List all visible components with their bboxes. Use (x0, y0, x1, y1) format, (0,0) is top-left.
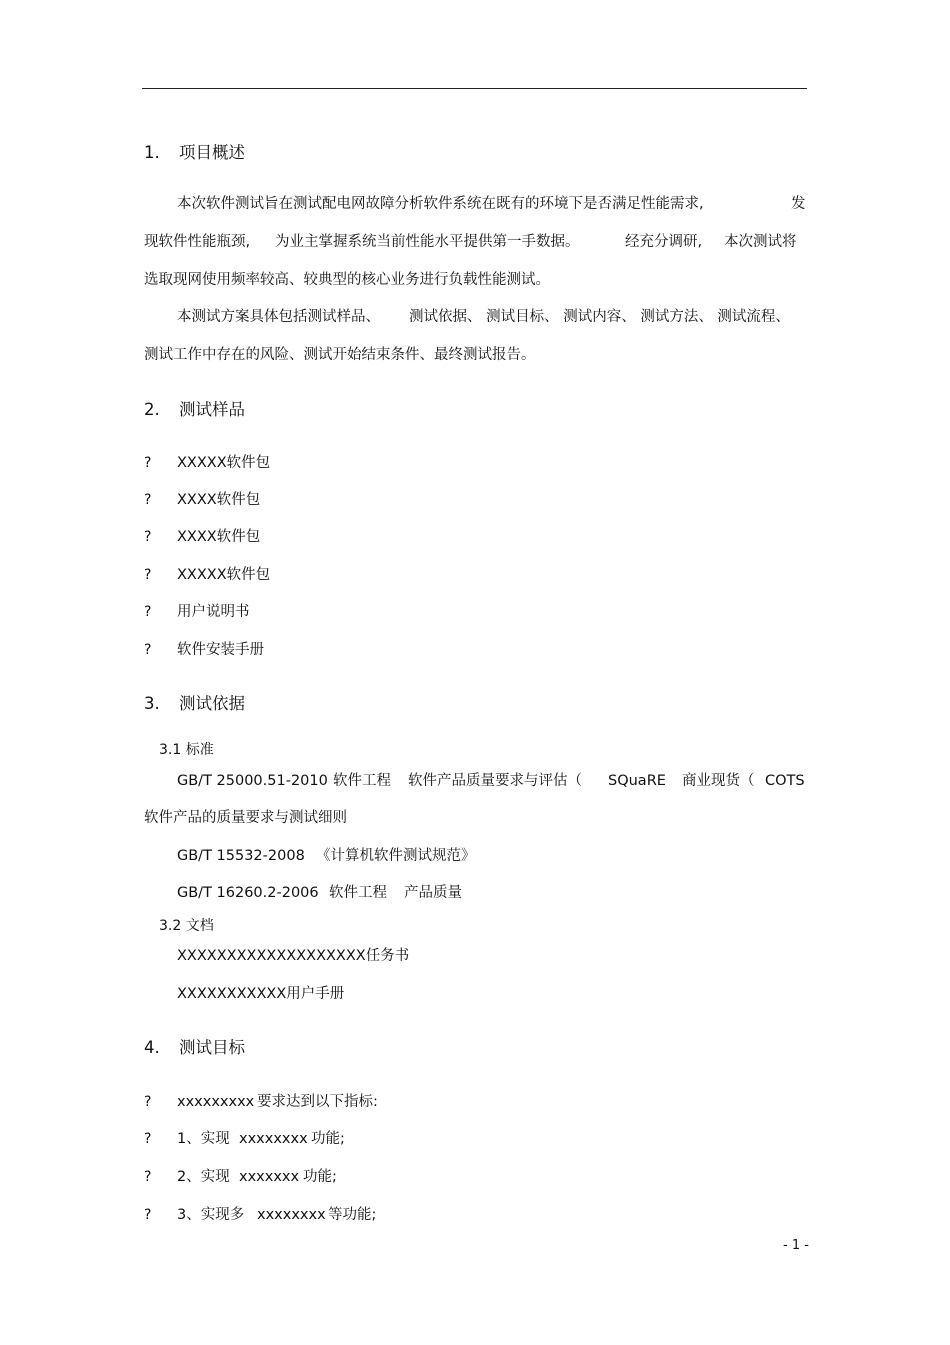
bullet-marker: ? (144, 1169, 152, 1185)
section-3-title: 测试依据 (179, 694, 245, 713)
bullet-marker: ? (144, 455, 152, 471)
bullet-marker: ? (144, 567, 152, 583)
sample-item: XXXXX软件包 (177, 455, 271, 471)
goal-2-c: 功能; (311, 1131, 345, 1147)
s1-para1-line3: 选取现网使用频率较高、较典型的核心业务进行负载性能测试。 (144, 272, 550, 288)
sample-item: XXXX软件包 (177, 492, 261, 508)
section-1-number: 1. (144, 143, 160, 162)
s1-para2-line2: 测试工作中存在的风险、测试开始结束条件、最终测试报告。 (144, 347, 536, 363)
sample-item: XXXXX软件包 (177, 567, 271, 583)
s1-para1-line2-d: 本次测试将 (724, 234, 797, 250)
section-1-title: 项目概述 (179, 143, 245, 162)
goal-1-b: 要求达到以下指标: (257, 1094, 378, 1110)
page-number: - 1 - (783, 1238, 809, 1253)
goal-1-a: xxxxxxxxx (177, 1094, 255, 1110)
std1-part-f: COTS (765, 773, 805, 789)
bullet-marker: ? (144, 1131, 152, 1147)
std2-code: GB/T 15532-2008 (177, 848, 305, 864)
std1-part-c: 软件产品质量要求与评估（ (408, 773, 582, 789)
std2-title: 《计算机软件测试规范》 (316, 848, 476, 864)
std1-part-d: SQuaRE (608, 773, 666, 789)
section-3-number: 3. (144, 694, 160, 713)
bullet-marker: ? (144, 1207, 152, 1223)
std1-line2: 软件产品的质量要求与测试细则 (144, 810, 347, 826)
std3-part-c: 产品质量 (404, 885, 462, 901)
section-1-heading (144, 143, 245, 163)
s1-para1-line2-c: 经充分调研, (625, 234, 703, 250)
bullet-marker: ? (144, 604, 152, 620)
s1-para1-line2-a: 现软件性能瓶颈, (144, 234, 251, 250)
goal-2-a: 1、实现 (177, 1131, 230, 1147)
bullet-marker: ? (144, 1094, 152, 1110)
goal-3-c: 功能; (303, 1169, 337, 1185)
goal-3-b: xxxxxxx (239, 1169, 300, 1185)
section-4-number: 4. (144, 1038, 160, 1057)
section-4-title: 测试目标 (179, 1038, 245, 1057)
section-2-heading (144, 400, 245, 420)
bullet-marker: ? (144, 492, 152, 508)
subsection-3-1: 3.1 标准 (159, 742, 214, 758)
goal-3-a: 2、实现 (177, 1169, 230, 1185)
std1-code: GB/T 25000.51-2010 (177, 773, 328, 789)
std3-part-b: 软件工程 (329, 885, 387, 901)
s1-para1-line1-b: 发 (791, 196, 806, 212)
s1-para1-line1-a: 本次软件测试旨在测试配电网故障分析软件系统在既有的环境下是否满足性能需求, (177, 196, 704, 212)
s1-para2-line1-a: 本测试方案具体包括测试样品、 (177, 309, 380, 325)
section-3-heading (144, 694, 245, 714)
section-2-number: 2. (144, 400, 160, 419)
doc-item-2: XXXXXXXXXXX用户手册 (177, 986, 345, 1002)
std3-code: GB/T 16260.2-2006 (177, 885, 319, 901)
header-rule (142, 88, 807, 89)
bullet-marker: ? (144, 642, 152, 658)
section-2-title: 测试样品 (179, 400, 245, 419)
s1-para2-line1-b: 测试依据、 测试目标、 测试内容、 测试方法、 测试流程、 (409, 309, 790, 325)
subsection-3-2: 3.2 文档 (159, 918, 214, 934)
sample-item: 用户说明书 (177, 604, 250, 620)
goal-4-b: xxxxxxxx (257, 1207, 326, 1223)
std1-part-e: 商业现货（ (682, 773, 755, 789)
section-4-heading (144, 1038, 245, 1058)
sample-item: 软件安装手册 (177, 642, 264, 658)
s1-para1-line2-b: 为业主掌握系统当前性能水平提供第一手数据。 (275, 234, 580, 250)
goal-4-c: 等功能; (328, 1207, 377, 1223)
std1-part-b: 软件工程 (333, 773, 391, 789)
goal-2-b: xxxxxxxx (239, 1131, 308, 1147)
sample-item: XXXX软件包 (177, 529, 261, 545)
goal-4-a: 3、实现多 (177, 1207, 245, 1223)
doc-item-1: XXXXXXXXXXXXXXXXXXX任务书 (177, 948, 410, 964)
bullet-marker: ? (144, 529, 152, 545)
